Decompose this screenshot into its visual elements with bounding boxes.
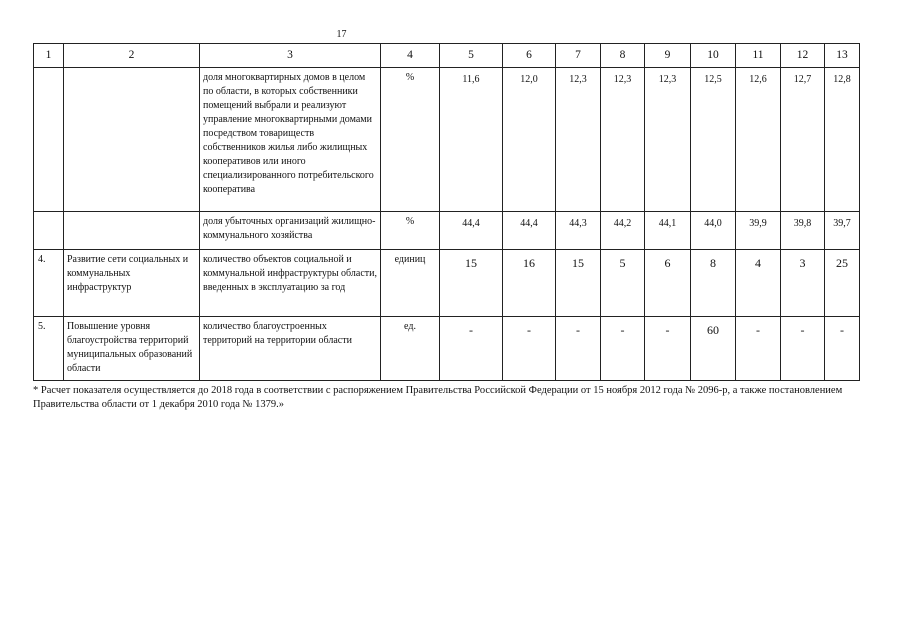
value-cell: - — [601, 317, 645, 381]
value-cell: 12,7 — [781, 68, 825, 212]
measure-name: Повышение уровня благоустройства территорий муниципальных образований области — [64, 317, 200, 381]
row-number — [34, 212, 64, 250]
value-cell: - — [556, 317, 601, 381]
value-cell: 15 — [440, 250, 503, 317]
indicators-table — [33, 43, 860, 381]
measure-name — [64, 68, 200, 212]
value-cell: 5 — [601, 250, 645, 317]
unit: % — [381, 68, 440, 212]
value-cell: - — [781, 317, 825, 381]
column-header: 12 — [781, 44, 825, 68]
value-cell: 12,3 — [645, 68, 691, 212]
value-cell: - — [503, 317, 556, 381]
value-cell: 8 — [691, 250, 736, 317]
column-header: 11 — [736, 44, 781, 68]
value-cell: 44,3 — [556, 212, 601, 250]
column-header: 2 — [64, 44, 200, 68]
column-header: 3 — [200, 44, 381, 68]
value-cell: 60 — [691, 317, 736, 381]
value-cell: 11,6 — [440, 68, 503, 212]
value-cell: 44,1 — [645, 212, 691, 250]
value-cell: 12,3 — [601, 68, 645, 212]
column-header: 13 — [825, 44, 860, 68]
row-number: 5. — [34, 317, 64, 381]
footnote: * Расчет показателя осуществляется до 2018 года в соответствии с распоряжением Правительства Российской Федерации от 15 ноября 2012 года № 2096-р, а также постановлением Правительства области от 1 декабря 2010 года № 1379.» — [33, 385, 843, 410]
value-cell: 3 — [781, 250, 825, 317]
value-cell: - — [645, 317, 691, 381]
column-header: 4 — [381, 44, 440, 68]
unit: % — [381, 212, 440, 250]
value-cell: 44,2 — [601, 212, 645, 250]
value-cell: - — [440, 317, 503, 381]
column-header: 5 — [440, 44, 503, 68]
value-cell: 12,5 — [691, 68, 736, 212]
value-cell: 39,9 — [736, 212, 781, 250]
indicator-name: доля многоквартирных домов в целом по области, в которых собственники помещений выбрали и реализуют управление многоквартирными домами посредством товариществ собственников жилья либо жилищных кооперативов или иного специализированного потребительского кооператива — [200, 68, 381, 212]
value-cell: 39,8 — [781, 212, 825, 250]
measure-name: Развитие сети социальных и коммунальных инфраструктур — [64, 250, 200, 317]
table-row — [34, 317, 860, 381]
value-cell: 44,0 — [691, 212, 736, 250]
value-cell: - — [825, 317, 860, 381]
column-header: 8 — [601, 44, 645, 68]
measure-name — [64, 212, 200, 250]
indicator-name: количество благоустроенных территорий на территории области — [200, 317, 381, 381]
table-row — [34, 212, 860, 250]
table-row — [34, 68, 860, 212]
value-cell: 4 — [736, 250, 781, 317]
unit: единиц — [381, 250, 440, 317]
header-row — [34, 44, 860, 68]
value-cell: 15 — [556, 250, 601, 317]
value-cell: 12,8 — [825, 68, 860, 212]
table-row — [34, 250, 860, 317]
row-number: 4. — [34, 250, 64, 317]
value-cell: 12,0 — [503, 68, 556, 212]
value-cell: 44,4 — [503, 212, 556, 250]
value-cell: 25 — [825, 250, 860, 317]
value-cell: 16 — [503, 250, 556, 317]
column-header: 9 — [645, 44, 691, 68]
column-header: 6 — [503, 44, 556, 68]
value-cell: 44,4 — [440, 212, 503, 250]
indicator-name: количество объектов социальной и коммунальной инфраструктуры области, введенных в эксплуатацию за год — [200, 250, 381, 317]
page-number: 17 — [336, 29, 347, 40]
column-header: 10 — [691, 44, 736, 68]
row-number — [34, 68, 64, 212]
value-cell: 6 — [645, 250, 691, 317]
value-cell: 12,6 — [736, 68, 781, 212]
value-cell: 39,7 — [825, 212, 860, 250]
indicator-name: доля убыточных организаций жилищно-коммунального хозяйства — [200, 212, 381, 250]
column-header: 7 — [556, 44, 601, 68]
value-cell: 12,3 — [556, 68, 601, 212]
column-header: 1 — [34, 44, 64, 68]
value-cell: - — [736, 317, 781, 381]
unit: ед. — [381, 317, 440, 381]
